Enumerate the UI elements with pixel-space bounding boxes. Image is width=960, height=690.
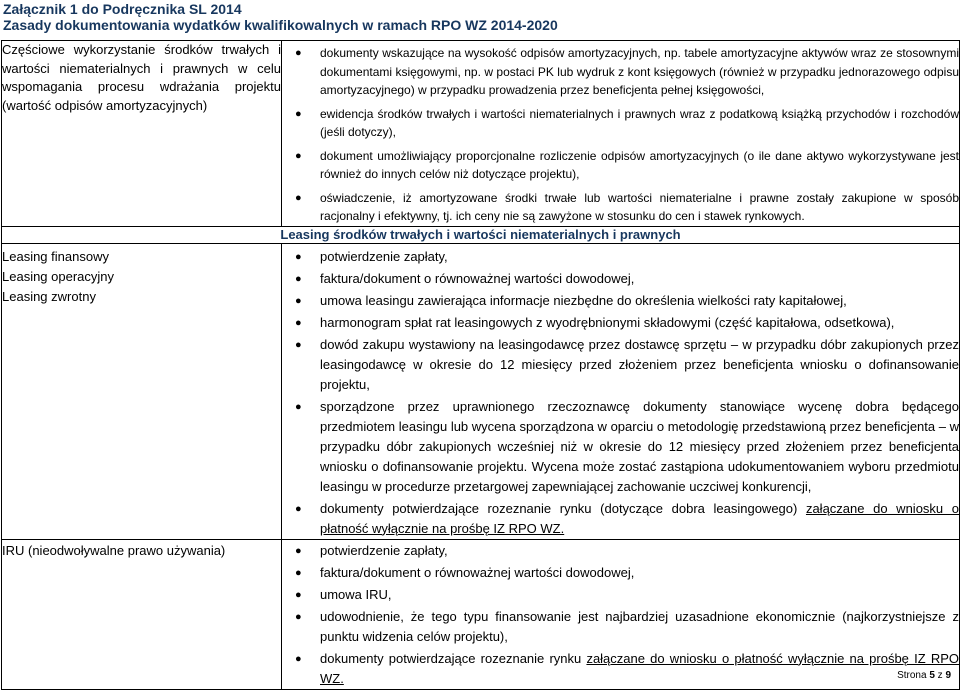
table-section-header <box>2 226 960 243</box>
leasing-type-label: Leasing finansowy <box>2 248 109 264</box>
footer-prefix: Strona <box>897 670 927 681</box>
row-label-leasing <box>2 243 282 539</box>
row-content-leasing <box>282 243 960 539</box>
bullet-icon: ● <box>295 272 302 285</box>
bullet-icon: ● <box>295 47 302 59</box>
bullet-icon: ● <box>295 338 302 351</box>
bullet-icon: ● <box>295 250 302 263</box>
list-item: ● oświadczenie, iż amortyzowane środki trwałe lub wartości niematerialne i prawne zostały zakupione w sposób racjonalny i efektywny, tj. ich ceny nie są zawyżone w stosunku do cen i stawek rynkowych. <box>295 190 959 223</box>
row-label-amortization: Częściowe wykorzystanie środków trwałych i wartości niematerialnych i prawnych w celu wspomagania procesu wdrażania projektu (wartość odpisów amortyzacyjnych) <box>2 41 282 227</box>
row-content-iru <box>282 539 960 689</box>
list-item: ● dokumenty potwierdzające rozeznanie rynku (dotyczące dobra leasingowego) załączane do wniosku o płatność wyłącznie na prośbę IZ RPO WZ. <box>295 500 959 536</box>
row-content-amortization <box>282 41 960 227</box>
list-item: ● potwierdzenie zapłaty, <box>282 541 959 561</box>
list-item: ● udowodnienie, że tego typu finansowanie jest najbardziej uzasadnione ekonomicznie (najkorzystniejsze z punktu widzenia celów projektu), <box>295 608 959 644</box>
table-row-iru <box>2 539 960 689</box>
bullet-icon: ● <box>295 610 302 623</box>
row-label-iru: IRU (nieodwoływalne prawo używania) <box>2 539 282 689</box>
leasing-type-label: Leasing zwrotny <box>2 288 96 304</box>
table-row-leasing <box>2 243 960 539</box>
footer-separator: z <box>937 670 943 681</box>
bullet-icon: ● <box>295 149 302 162</box>
list-item: ● faktura/dokument o równoważnej wartości dowodowej, <box>282 563 959 583</box>
bullet-icon: ● <box>295 588 302 601</box>
footer-page-total: 9 <box>945 670 951 681</box>
bullet-list-leasing <box>282 244 959 539</box>
bullet-icon: ● <box>295 544 302 557</box>
underlined-note: załączane do wniosku o płatność wyłącznie na prośbę IZ RPO WZ. <box>320 650 959 686</box>
expense-documentation-table <box>1 40 960 690</box>
bullet-list-iru <box>282 540 959 689</box>
page-footer <box>897 670 951 682</box>
bullet-icon: ● <box>295 652 302 665</box>
list-item: ● dokument umożliwiający proporcjonalne rozliczenie odpisów amortyzacyjnych (o ile dane aktywo wykorzystywane jest również do innych celów niż dotyczące projektu), <box>295 148 959 181</box>
document-header <box>3 1 558 33</box>
list-item: ● potwierdzenie zapłaty, <box>282 247 959 267</box>
list-item: ● harmonogram spłat rat leasingowych z wyodrębnionymi składowymi (część kapitałowa, odsetkowa), <box>282 313 959 333</box>
bullet-icon: ● <box>295 502 302 515</box>
bullet-icon: ● <box>295 400 302 413</box>
table-row-amortization <box>2 41 960 227</box>
bullet-icon: ● <box>295 316 302 329</box>
header-line-1: Załącznik 1 do Podręcznika SL 2014 <box>3 1 242 17</box>
list-item: ● umowa leasingu zawierająca informacje niezbędne do określenia wielkości raty kapitałowej, <box>282 291 959 311</box>
underlined-note: załączane do wniosku o płatność wyłącznie na prośbę IZ RPO WZ. <box>320 500 959 536</box>
list-item: ● dokumenty potwierdzające rozeznanie rynku załączane do wniosku o płatność wyłącznie na prośbę IZ RPO WZ. <box>295 650 959 686</box>
header-line-2: Zasady dokumentowania wydatków kwalifikowalnych w ramach RPO WZ 2014-2020 <box>3 17 558 33</box>
list-item: ● sporządzone przez uprawnionego rzeczoznawcę dokumenty stanowiące wycenę dobra będącego przedmiotem leasingu lub wycena sporządzona w oparciu o metodologię przedstawioną przez beneficjenta – w przypadku dóbr zakupionych wcześniej niż w okresie do 12 miesięcy przed złożeniem przez beneficjenta wniosku o dofinansowanie projektu. Wycena może zostać zastąpiona udokumentowaniem wyboru przedmiotu leasingu w procedurze przetargowej zapewniającej zachowanie uczciwej konkurencji, <box>295 398 959 494</box>
footer-page-number: 5 <box>929 670 935 681</box>
list-item: ● dowód zakupu wystawiony na leasingodawcę przez dostawcę sprzętu – w przypadku dóbr zakupionych przez leasingodawcę w okresie do 12 miesięcy przed złożeniem przez beneficjenta wniosku o dofinansowanie projektu, <box>295 336 959 392</box>
section-title: Leasing środków trwałych i wartości niematerialnych i prawnych <box>2 226 960 243</box>
bullet-icon: ● <box>295 107 302 120</box>
list-item: ● ewidencja środków trwałych i wartości niematerialnych i prawnych wraz z podatkową książką przychodów i rozchodów (jeśli dotyczy), <box>295 106 959 139</box>
bullet-icon: ● <box>295 294 302 307</box>
bullet-list-amortization <box>282 41 959 226</box>
bullet-icon: ● <box>295 566 302 579</box>
leasing-type-label: Leasing operacyjny <box>2 268 115 284</box>
bullet-icon: ● <box>295 191 302 204</box>
list-item: ● umowa IRU, <box>282 585 959 605</box>
list-item: ● faktura/dokument o równoważnej wartości dowodowej, <box>282 269 959 289</box>
list-item: ● dokumenty wskazujące na wysokość odpisów amortyzacyjnych, np. tabele amortyzacyjne aktywów wraz ze stosownymi dokumentami księgowymi, np. w postaci PK lub wydruk z kont księgowych (również w przypadku jednorazowego odpisu amortyzacyjnego) w przypadku prowadzenia przez beneficjenta pełnej księgowości, <box>295 46 959 97</box>
